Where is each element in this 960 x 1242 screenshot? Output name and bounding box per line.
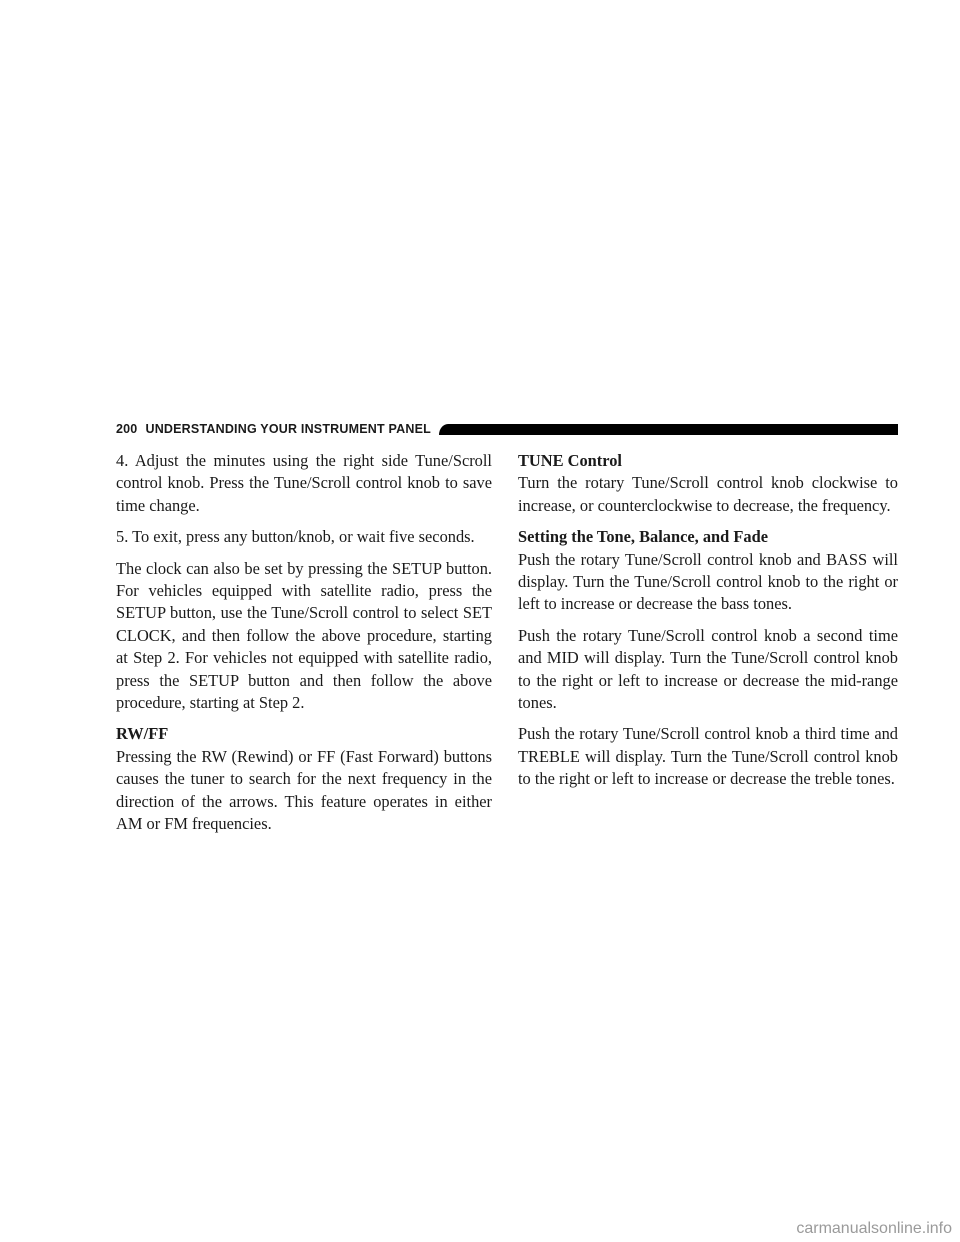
step-4-paragraph: 4. Adjust the minutes using the right side Tune/Scroll control knob. Press the Tune/Scroll control knob to save time change. bbox=[116, 451, 492, 515]
page-header bbox=[116, 420, 898, 438]
left-column bbox=[116, 450, 492, 845]
rwff-paragraph: Pressing the RW (Rewind) or FF (Fast Forward) buttons causes the tuner to search for the next frequency in the direction of the arrows. This feature operates in either AM or FM frequencies. bbox=[116, 746, 492, 834]
tune-control-paragraph: Turn the rotary Tune/Scroll control knob clockwise to increase, or counterclockwise to decrease, the frequency. bbox=[518, 473, 898, 515]
tune-control-heading: TUNE Control bbox=[518, 451, 622, 470]
mid-paragraph: Push the rotary Tune/Scroll control knob a second time and MID will display. Turn the Tune/Scroll control knob to the right or left to increase or decrease the mid-range tones. bbox=[518, 625, 898, 713]
right-column bbox=[518, 450, 898, 800]
treble-paragraph: Push the rotary Tune/Scroll control knob a third time and TREBLE will display. Turn the Tune/Scroll control knob to the right or left to increase or decrease the treble tones. bbox=[518, 724, 898, 789]
page-number: 200 bbox=[116, 422, 138, 436]
header-bar bbox=[439, 424, 898, 435]
section-title: UNDERSTANDING YOUR INSTRUMENT PANEL bbox=[145, 422, 431, 436]
watermark: carmanualsonline.info bbox=[796, 1220, 952, 1237]
setup-clock-paragraph: The clock can also be set by pressing the SETUP button. For vehicles equipped with satellite radio, press the SETUP button, use the Tune/Scroll control to select SET CLOCK, and then follow the above procedure, starting at Step 2. For vehicles not equipped with satellite radio, press the SETUP button and then follow the above procedure, starting at Step 2. bbox=[116, 558, 492, 713]
tone-balance-fade-heading: Setting the Tone, Balance, and Fade bbox=[518, 527, 768, 547]
rwff-heading: RW/FF bbox=[116, 724, 169, 744]
bass-paragraph: Push the rotary Tune/Scroll control knob and BASS will display. Turn the Tune/Scroll control knob to the right or left to increase or decrease the bass tones. bbox=[518, 549, 898, 614]
step-5-paragraph: 5. To exit, press any button/knob, or wait five seconds. bbox=[116, 527, 475, 547]
